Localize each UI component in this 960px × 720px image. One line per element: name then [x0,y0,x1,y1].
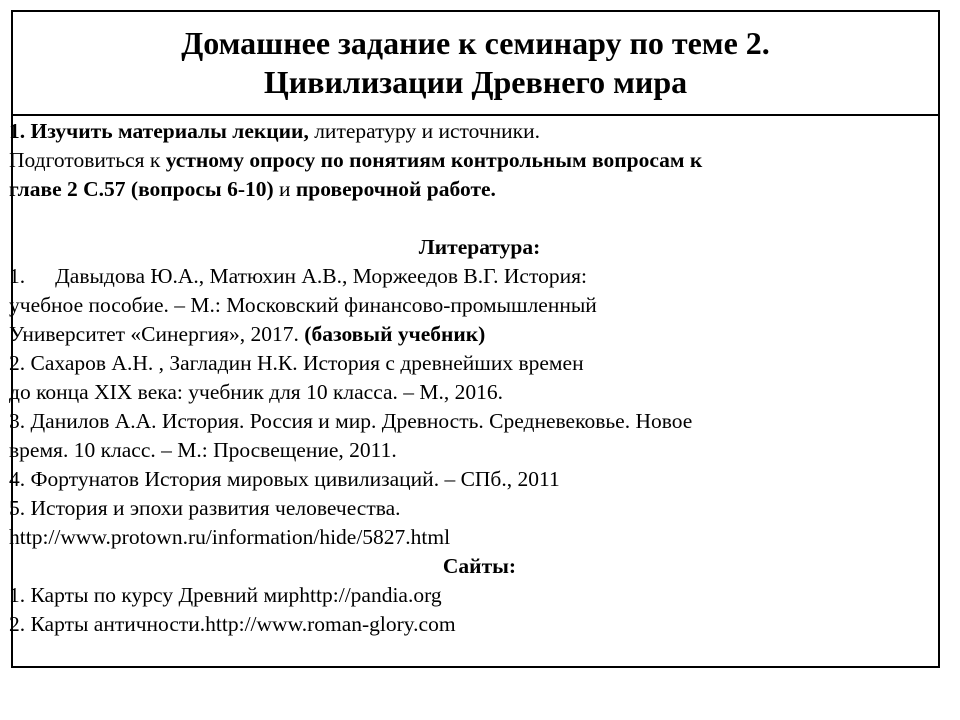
title-line-1: Домашнее задание к семинару по теме 2. [181,25,770,61]
literature-item-1-publisher: Университет «Синергия», 2017. [9,322,305,346]
literature-heading: Литература: [418,235,541,259]
base-textbook-label: (базовый учебник) [304,322,486,346]
literature-item-1-authors: Давыдова Ю.А., Матюхин А.В., Моржеедов В.Г. История: [55,264,587,288]
title-line-2: Цивилизации Древнего мира [263,64,688,100]
literature-item-1-line-2: учебное пособие. – М.: Московский финансово-промышленный [9,293,597,317]
literature-item-3-line-2: время. 10 класс. – М.: Просвещение, 2011. [9,438,397,462]
page-title [13,12,938,116]
literature-item-3: 3. Данилов А.А. История. Россия и мир. Древность. Средневековье. Новое [9,409,693,433]
task-study-label: 1. Изучить материалы лекции, [9,119,309,143]
assignment-body [9,117,950,639]
literature-item-5-link[interactable]: http://www.protown.ru/information/hide/5827.html [9,525,451,549]
task-line-2 [9,146,950,175]
literature-item-4: 4. Фортунатов История мировых цивилизаций. – СПб., 2011 [9,467,560,491]
literature-item-5: 5. История и эпохи развития человечества. [9,496,401,520]
task-line-3 [9,175,950,204]
literature-item-1-line-3 [9,320,950,349]
task-line-1 [9,117,950,146]
literature-item-2-line-2: до конца XIX века: учебник для 10 класса. – М., 2016. [9,380,504,404]
task-study-rest: литературу и источники. [308,119,540,143]
sites-heading: Сайты: [442,554,517,578]
sites-item-1[interactable]: 1. Карты по курсу Древний мирhttp://pandia.org [9,583,442,607]
task-and: и [273,177,296,201]
sites-item-2[interactable]: 2. Карты античности.http://www.roman-glory.com [9,612,456,636]
literature-item-2: 2. Сахаров А.Н. , Загладин Н.К. История с древнейших времен [9,351,584,375]
task-oral-survey: устному опросу по понятиям контрольным вопросам к [165,148,703,172]
literature-item-1-number: 1. [9,264,26,288]
literature-item-1 [9,262,950,291]
spacer [9,204,950,233]
task-test-work: проверочной работе. [295,177,496,201]
task-prepare-label: Подготовиться к [9,148,166,172]
task-chapter-ref: главе 2 С.57 (вопросы 6-10) [9,177,274,201]
